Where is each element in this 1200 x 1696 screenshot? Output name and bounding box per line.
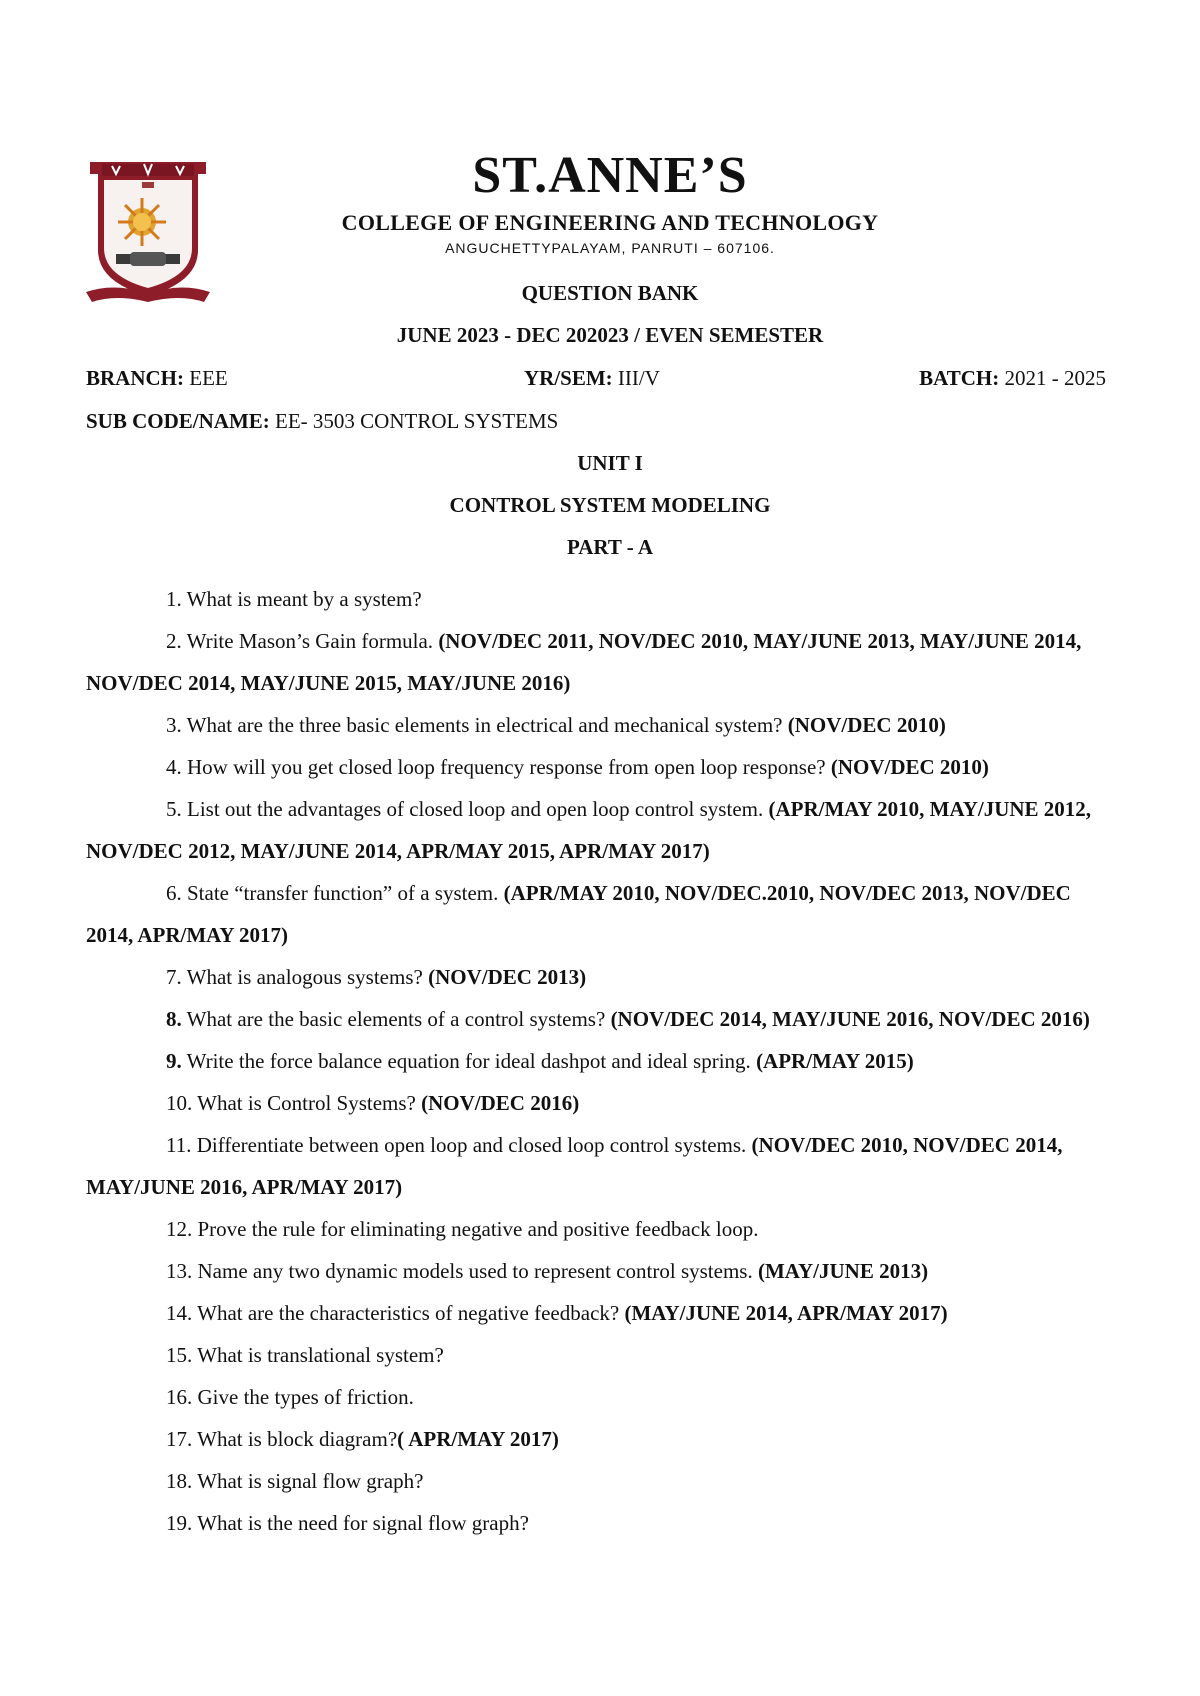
- question-text: What is translational system?: [197, 1343, 444, 1367]
- branch: [86, 366, 228, 391]
- question-item: [86, 1124, 1110, 1208]
- exam-reference: (NOV/DEC 2010): [830, 755, 989, 779]
- question-number: 9.: [166, 1049, 182, 1073]
- exam-reference: (APR/MAY 2010, MAY/JUNE 2012, NOV/DEC 2012, MAY/JUNE 2014, APR/MAY 2015, APR/MAY 2017): [86, 797, 1092, 863]
- question-number: 8.: [166, 1007, 182, 1031]
- unit-number: UNIT I: [577, 451, 643, 475]
- question-number: 6.: [166, 881, 182, 905]
- yrsem-label: YR/SEM:: [524, 366, 613, 390]
- question-item: [86, 578, 1110, 620]
- question-number: 3.: [166, 713, 182, 737]
- question-text: Differentiate between open loop and closed loop control systems.: [196, 1133, 752, 1157]
- yrsem-value: III/V: [612, 366, 660, 390]
- exam-reference: (MAY/JUNE 2013): [757, 1259, 929, 1283]
- question-number: 2.: [166, 629, 182, 653]
- question-text: What is analogous systems?: [186, 965, 429, 989]
- question-item: [86, 746, 1110, 788]
- question-number: 17.: [166, 1427, 193, 1451]
- exam-reference: (APR/MAY 2010, NOV/DEC.2010, NOV/DEC 2013, NOV/DEC 2014, APR/MAY 2017): [86, 881, 1071, 947]
- question-text: What is Control Systems?: [197, 1091, 422, 1115]
- question-number: 19.: [166, 1511, 193, 1535]
- question-item: [86, 788, 1110, 872]
- question-item: [86, 872, 1110, 956]
- question-number: 15.: [166, 1343, 193, 1367]
- question-number: 18.: [166, 1469, 193, 1493]
- question-number: 4.: [166, 755, 182, 779]
- question-text: Give the types of friction.: [197, 1385, 414, 1409]
- question-list: [86, 578, 1110, 1544]
- question-text: What is meant by a system?: [186, 587, 422, 611]
- batch-value: 2021 - 2025: [999, 366, 1106, 390]
- unit-title: CONTROL SYSTEM MODELING: [449, 493, 771, 517]
- question-item: [86, 1292, 1110, 1334]
- batch-label: BATCH:: [919, 366, 1000, 390]
- question-item: [86, 1460, 1110, 1502]
- question-item: [86, 1376, 1110, 1418]
- subject-value: EE- 3503 CONTROL SYSTEMS: [269, 409, 559, 433]
- exam-reference: (MAY/JUNE 2014, APR/MAY 2017): [624, 1301, 948, 1325]
- question-text: What are the three basic elements in electrical and mechanical system?: [186, 713, 788, 737]
- question-number: 10.: [166, 1091, 193, 1115]
- part-heading: PART - A: [567, 535, 653, 559]
- question-item: [86, 998, 1110, 1040]
- question-item: [86, 1040, 1110, 1082]
- question-item: [86, 1502, 1110, 1544]
- question-text: List out the advantages of closed loop and open loop control system.: [187, 797, 769, 821]
- subject-label: SUB CODE/NAME:: [86, 409, 270, 433]
- exam-reference: (NOV/DEC 2011, NOV/DEC 2010, MAY/JUNE 2013, MAY/JUNE 2014, NOV/DEC 2014, MAY/JUNE 2015, MAY/JUNE 2016): [86, 629, 1082, 695]
- branch-value: EEE: [184, 366, 228, 390]
- session-line: JUNE 2023 - DEC 202023 / EVEN SEMESTER: [396, 323, 824, 347]
- question-text: What is the need for signal flow graph?: [197, 1511, 529, 1535]
- institution-name: ST.ANNE’S: [472, 147, 748, 204]
- year-semester: [524, 366, 660, 391]
- branch-label: BRANCH:: [86, 366, 184, 390]
- exam-reference: (NOV/DEC 2016): [421, 1091, 580, 1115]
- exam-reference: (NOV/DEC 2010, NOV/DEC 2014, MAY/JUNE 2016, APR/MAY 2017): [86, 1133, 1063, 1199]
- question-number: 13.: [166, 1259, 193, 1283]
- exam-reference: ( APR/MAY 2017): [397, 1427, 559, 1451]
- question-item: [86, 956, 1110, 998]
- question-text: What are the characteristics of negative feedback?: [197, 1301, 625, 1325]
- subject-line: [86, 409, 558, 434]
- question-text: What are the basic elements of a control systems?: [186, 1007, 611, 1031]
- question-item: [86, 1418, 1110, 1460]
- question-text: Write Mason’s Gain formula.: [186, 629, 439, 653]
- question-text: Write the force balance equation for ideal dashpot and ideal spring.: [186, 1049, 757, 1073]
- question-number: 11.: [166, 1133, 192, 1157]
- question-text: State “transfer function” of a system.: [187, 881, 504, 905]
- question-number: 1.: [166, 587, 182, 611]
- question-number: 16.: [166, 1385, 193, 1409]
- college-name: COLLEGE OF ENGINEERING AND TECHNOLOGY: [341, 210, 879, 235]
- question-item: [86, 1208, 1110, 1250]
- exam-reference: (APR/MAY 2015): [756, 1049, 914, 1073]
- question-item: [86, 1082, 1110, 1124]
- question-item: [86, 620, 1110, 704]
- college-address: ANGUCHETTYPALAYAM, PANRUTI – 607106.: [445, 240, 775, 256]
- question-number: 5.: [166, 797, 182, 821]
- question-text: Prove the rule for eliminating negative and positive feedback loop.: [197, 1217, 759, 1241]
- question-text: What is block diagram?: [197, 1427, 398, 1451]
- doc-type: QUESTION BANK: [521, 281, 699, 305]
- batch: [919, 366, 1106, 391]
- question-number: 12.: [166, 1217, 193, 1241]
- question-number: 14.: [166, 1301, 193, 1325]
- question-text: Name any two dynamic models used to represent control systems.: [197, 1259, 758, 1283]
- question-number: 7.: [166, 965, 182, 989]
- question-item: [86, 704, 1110, 746]
- question-text: How will you get closed loop frequency response from open loop response?: [187, 755, 831, 779]
- exam-reference: (NOV/DEC 2014, MAY/JUNE 2016, NOV/DEC 2016): [610, 1007, 1090, 1031]
- question-item: [86, 1334, 1110, 1376]
- exam-reference: (NOV/DEC 2013): [428, 965, 587, 989]
- exam-reference: (NOV/DEC 2010): [787, 713, 946, 737]
- question-text: What is signal flow graph?: [197, 1469, 424, 1493]
- question-item: [86, 1250, 1110, 1292]
